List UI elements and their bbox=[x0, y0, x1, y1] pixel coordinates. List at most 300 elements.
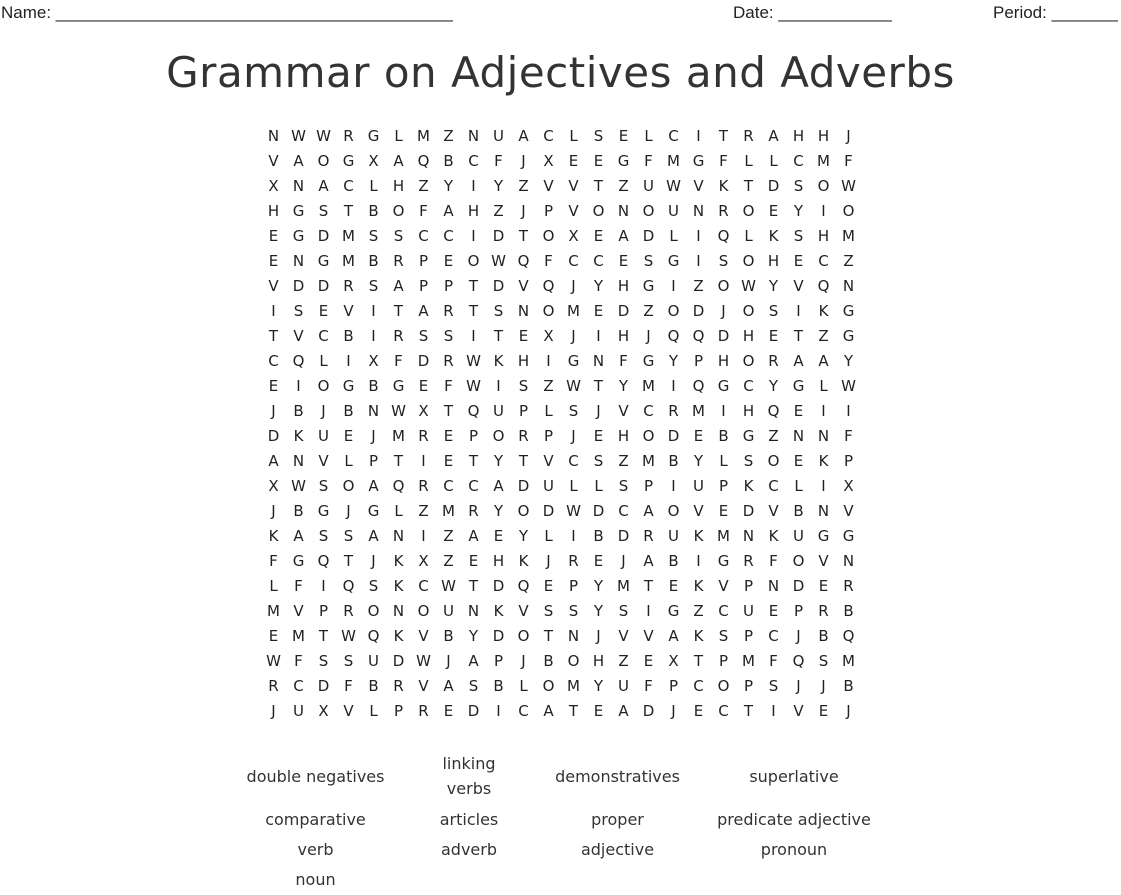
grid-letter: E bbox=[593, 227, 604, 245]
grid-letter: F bbox=[769, 552, 778, 570]
grid-letter: S bbox=[568, 402, 579, 420]
grid-letter: W bbox=[441, 577, 456, 595]
grid-row bbox=[261, 574, 861, 599]
grid-letter: D bbox=[642, 227, 655, 245]
grid-letter: R bbox=[393, 327, 404, 345]
grid-letter: N bbox=[592, 352, 605, 370]
grid-letter: E bbox=[593, 427, 604, 445]
grid-letter: U bbox=[793, 527, 804, 545]
grid-letter: P bbox=[718, 477, 729, 495]
grid-letter: H bbox=[617, 277, 630, 295]
grid-letter: P bbox=[743, 677, 754, 695]
grid-letter: C bbox=[418, 577, 429, 595]
grid-letter: X bbox=[368, 352, 379, 370]
grid-letter: Y bbox=[518, 527, 529, 545]
grid-letter: O bbox=[417, 602, 430, 620]
grid-letter: Z bbox=[643, 302, 654, 320]
grid-letter: I bbox=[471, 227, 476, 245]
grid-letter: U bbox=[618, 677, 629, 695]
grid-letter: I bbox=[696, 227, 701, 245]
grid-letter: G bbox=[742, 427, 755, 445]
grid-letter: M bbox=[417, 127, 430, 145]
grid-letter: J bbox=[646, 327, 651, 345]
grid-letter: E bbox=[643, 652, 654, 670]
grid-row bbox=[261, 599, 861, 624]
grid-row bbox=[261, 399, 861, 424]
grid-letter: J bbox=[571, 427, 576, 445]
grid-letter: A bbox=[368, 477, 379, 495]
grid-letter: V bbox=[343, 702, 354, 720]
grid-letter: A bbox=[793, 352, 804, 370]
grid-letter: G bbox=[842, 302, 855, 320]
grid-letter: H bbox=[742, 327, 755, 345]
grid-letter: P bbox=[793, 602, 804, 620]
grid-letter: V bbox=[518, 277, 529, 295]
grid-letter: V bbox=[718, 577, 729, 595]
grid-letter: Y bbox=[843, 352, 854, 370]
grid-letter: O bbox=[517, 502, 530, 520]
grid-letter: G bbox=[292, 552, 305, 570]
word-bank-item: linking verbs bbox=[442, 754, 496, 798]
grid-letter: O bbox=[817, 177, 830, 195]
grid-letter: G bbox=[642, 277, 655, 295]
grid-letter: H bbox=[792, 127, 805, 145]
grid-letter: K bbox=[718, 177, 729, 195]
grid-letter: L bbox=[644, 127, 653, 145]
grid-letter: K bbox=[393, 577, 404, 595]
grid-letter: C bbox=[593, 252, 604, 270]
grid-letter: B bbox=[718, 427, 729, 445]
grid-letter: T bbox=[393, 302, 404, 320]
grid-letter: H bbox=[617, 327, 630, 345]
grid-letter: I bbox=[821, 402, 826, 420]
grid-letter: J bbox=[521, 652, 526, 670]
grid-letter: W bbox=[341, 627, 356, 645]
grid-letter: M bbox=[567, 677, 580, 695]
grid-letter: I bbox=[421, 527, 426, 545]
grid-letter: R bbox=[343, 127, 354, 145]
grid-letter: L bbox=[369, 177, 378, 195]
grid-letter: X bbox=[543, 327, 554, 345]
grid-letter: C bbox=[718, 602, 729, 620]
grid-letter: P bbox=[318, 602, 329, 620]
grid-letter: I bbox=[546, 352, 551, 370]
grid-letter: P bbox=[368, 452, 379, 470]
grid-letter: Z bbox=[518, 177, 529, 195]
grid-letter: T bbox=[443, 402, 454, 420]
grid-letter: Y bbox=[593, 577, 604, 595]
grid-letter: Q bbox=[517, 252, 530, 270]
grid-letter: L bbox=[544, 402, 553, 420]
grid-letter: J bbox=[846, 702, 851, 720]
grid-letter: R bbox=[718, 202, 729, 220]
grid-letter: B bbox=[843, 602, 854, 620]
grid-letter: Y bbox=[593, 277, 604, 295]
grid-letter: R bbox=[743, 552, 754, 570]
grid-letter: Y bbox=[443, 177, 454, 195]
grid-letter: Y bbox=[493, 452, 504, 470]
grid-letter: D bbox=[467, 702, 480, 720]
grid-letter: A bbox=[443, 677, 454, 695]
grid-letter: C bbox=[568, 252, 579, 270]
grid-letter: Z bbox=[618, 652, 629, 670]
grid-row bbox=[261, 374, 861, 399]
grid-letter: A bbox=[293, 152, 304, 170]
grid-letter: D bbox=[317, 677, 330, 695]
grid-letter: T bbox=[743, 177, 754, 195]
grid-letter: R bbox=[443, 302, 454, 320]
grid-letter: E bbox=[443, 702, 454, 720]
grid-letter: D bbox=[267, 427, 280, 445]
grid-letter: L bbox=[769, 152, 778, 170]
grid-letter: B bbox=[543, 652, 554, 670]
grid-letter: G bbox=[717, 377, 730, 395]
grid-letter: B bbox=[593, 527, 604, 545]
grid-letter: M bbox=[642, 452, 655, 470]
grid-letter: X bbox=[268, 477, 279, 495]
grid-letter: L bbox=[744, 152, 753, 170]
grid-letter: D bbox=[642, 702, 655, 720]
grid-letter: Z bbox=[418, 502, 429, 520]
grid-letter: P bbox=[543, 427, 554, 445]
grid-letter: R bbox=[343, 602, 354, 620]
grid-row bbox=[261, 349, 861, 374]
grid-letter: T bbox=[318, 627, 329, 645]
grid-letter: P bbox=[743, 577, 754, 595]
word-bank-item bbox=[398, 864, 540, 894]
grid-letter: E bbox=[343, 427, 354, 445]
grid-letter: U bbox=[543, 477, 554, 495]
grid-letter: B bbox=[493, 677, 504, 695]
grid-letter: T bbox=[518, 452, 529, 470]
grid-letter: I bbox=[821, 477, 826, 495]
grid-letter: Y bbox=[693, 452, 704, 470]
grid-letter: Y bbox=[668, 352, 679, 370]
grid-letter: X bbox=[543, 152, 554, 170]
grid-letter: D bbox=[542, 502, 555, 520]
grid-letter: A bbox=[468, 527, 479, 545]
grid-letter: E bbox=[818, 577, 829, 595]
grid-letter: C bbox=[818, 252, 829, 270]
word-bank bbox=[233, 748, 893, 894]
grid-letter: W bbox=[841, 377, 856, 395]
grid-letter: S bbox=[368, 277, 379, 295]
grid-letter: F bbox=[419, 202, 428, 220]
grid-letter: S bbox=[393, 227, 404, 245]
grid-letter: J bbox=[371, 552, 376, 570]
grid-letter: E bbox=[793, 402, 804, 420]
grid-letter: R bbox=[443, 352, 454, 370]
grid-letter: J bbox=[621, 552, 626, 570]
grid-letter: D bbox=[492, 577, 505, 595]
grid-letter: I bbox=[371, 302, 376, 320]
grid-letter: L bbox=[819, 377, 828, 395]
grid-letter: G bbox=[392, 377, 405, 395]
grid-letter: X bbox=[843, 477, 854, 495]
grid-letter: N bbox=[692, 202, 705, 220]
grid-letter: W bbox=[466, 377, 481, 395]
grid-letter: A bbox=[393, 277, 404, 295]
grid-letter: Q bbox=[342, 577, 355, 595]
grid-letter: V bbox=[418, 627, 429, 645]
grid-letter: E bbox=[318, 302, 329, 320]
grid-row bbox=[261, 499, 861, 524]
grid-letter: B bbox=[293, 502, 304, 520]
grid-row bbox=[261, 149, 861, 174]
grid-letter: U bbox=[693, 477, 704, 495]
grid-letter: N bbox=[392, 527, 405, 545]
grid-letter: C bbox=[743, 377, 754, 395]
grid-letter: Q bbox=[792, 652, 805, 670]
grid-letter: C bbox=[418, 227, 429, 245]
grid-letter: I bbox=[471, 327, 476, 345]
grid-letter: J bbox=[521, 152, 526, 170]
grid-letter: V bbox=[518, 602, 529, 620]
grid-letter: C bbox=[568, 452, 579, 470]
grid-letter: J bbox=[371, 427, 376, 445]
grid-letter: U bbox=[493, 402, 504, 420]
grid-letter: Z bbox=[693, 602, 704, 620]
grid-letter: U bbox=[318, 427, 329, 445]
grid-letter: P bbox=[518, 402, 529, 420]
date-field: Date: ____________ bbox=[733, 3, 892, 22]
grid-letter: O bbox=[367, 602, 380, 620]
grid-letter: L bbox=[594, 477, 603, 495]
grid-letter: V bbox=[343, 302, 354, 320]
grid-letter: F bbox=[844, 152, 853, 170]
grid-row bbox=[261, 649, 861, 674]
grid-letter: N bbox=[617, 202, 630, 220]
grid-letter: W bbox=[741, 277, 756, 295]
grid-letter: M bbox=[617, 577, 630, 595]
grid-letter: S bbox=[718, 627, 729, 645]
grid-letter: O bbox=[467, 252, 480, 270]
grid-letter: W bbox=[666, 177, 681, 195]
grid-letter: J bbox=[821, 677, 826, 695]
grid-letter: I bbox=[321, 577, 326, 595]
grid-letter: Q bbox=[692, 327, 705, 345]
grid-letter: D bbox=[792, 577, 805, 595]
grid-letter: B bbox=[668, 552, 679, 570]
grid-letter: Z bbox=[818, 327, 829, 345]
grid-letter: A bbox=[618, 702, 629, 720]
grid-letter: N bbox=[292, 452, 305, 470]
grid-letter: Q bbox=[667, 327, 680, 345]
grid-letter: D bbox=[392, 652, 405, 670]
grid-letter: S bbox=[343, 527, 354, 545]
grid-letter: A bbox=[418, 302, 429, 320]
grid-letter: Q bbox=[767, 402, 780, 420]
grid-letter: G bbox=[292, 202, 305, 220]
grid-letter: A bbox=[268, 452, 279, 470]
word-bank-item: articles bbox=[439, 809, 499, 829]
grid-letter: X bbox=[268, 177, 279, 195]
grid-letter: P bbox=[668, 677, 679, 695]
grid-letter: T bbox=[393, 452, 404, 470]
grid-letter: C bbox=[443, 227, 454, 245]
word-bank-item: proper bbox=[591, 809, 644, 829]
grid-letter: O bbox=[567, 652, 580, 670]
grid-letter: U bbox=[443, 602, 454, 620]
grid-letter: U bbox=[493, 127, 504, 145]
grid-letter: S bbox=[293, 302, 304, 320]
grid-letter: Q bbox=[417, 152, 430, 170]
grid-letter: H bbox=[392, 177, 405, 195]
grid-letter: M bbox=[292, 627, 305, 645]
grid-letter: B bbox=[343, 402, 354, 420]
grid-letter: K bbox=[268, 527, 279, 545]
grid-letter: O bbox=[767, 452, 780, 470]
grid-letter: P bbox=[743, 627, 754, 645]
grid-letter: V bbox=[543, 452, 554, 470]
page-title: Grammar on Adjectives and Adverbs bbox=[166, 48, 955, 97]
grid-row bbox=[261, 474, 861, 499]
word-bank-item: double negatives bbox=[246, 766, 385, 786]
grid-letter: M bbox=[342, 227, 355, 245]
grid-letter: O bbox=[742, 352, 755, 370]
grid-row bbox=[261, 674, 861, 699]
grid-letter: D bbox=[767, 177, 780, 195]
grid-letter: X bbox=[418, 552, 429, 570]
grid-letter: Z bbox=[543, 377, 554, 395]
grid-letter: V bbox=[268, 152, 279, 170]
grid-letter: Z bbox=[693, 277, 704, 295]
grid-letter: D bbox=[617, 302, 630, 320]
grid-letter: G bbox=[342, 377, 355, 395]
grid-letter: D bbox=[492, 627, 505, 645]
grid-letter: G bbox=[842, 327, 855, 345]
grid-letter: O bbox=[742, 252, 755, 270]
grid-letter: G bbox=[317, 252, 330, 270]
grid-letter: I bbox=[571, 527, 576, 545]
grid-row bbox=[261, 249, 861, 274]
grid-letter: N bbox=[742, 527, 755, 545]
grid-letter: I bbox=[671, 277, 676, 295]
grid-letter: T bbox=[518, 227, 529, 245]
grid-letter: O bbox=[317, 152, 330, 170]
grid-letter: K bbox=[518, 552, 529, 570]
grid-letter: K bbox=[693, 527, 704, 545]
grid-letter: A bbox=[618, 227, 629, 245]
grid-letter: U bbox=[643, 177, 654, 195]
grid-letter: W bbox=[316, 127, 331, 145]
word-bank-row bbox=[233, 864, 893, 894]
grid-letter: F bbox=[344, 677, 353, 695]
grid-letter: O bbox=[392, 202, 405, 220]
word-bank-item: adjective bbox=[580, 839, 655, 859]
grid-letter: J bbox=[271, 502, 276, 520]
grid-letter: V bbox=[568, 177, 579, 195]
word-bank-row bbox=[233, 834, 893, 864]
grid-letter: E bbox=[268, 377, 279, 395]
grid-letter: Q bbox=[692, 377, 705, 395]
grid-letter: E bbox=[768, 327, 779, 345]
grid-letter: E bbox=[493, 527, 504, 545]
grid-letter: L bbox=[344, 452, 353, 470]
grid-letter: S bbox=[543, 602, 554, 620]
grid-letter: F bbox=[544, 252, 553, 270]
grid-letter: S bbox=[568, 602, 579, 620]
name-field: Name: __________________________________________ bbox=[1, 3, 453, 22]
grid-letter: W bbox=[841, 177, 856, 195]
grid-letter: N bbox=[767, 577, 780, 595]
grid-letter: J bbox=[521, 202, 526, 220]
grid-letter: S bbox=[368, 577, 379, 595]
grid-letter: O bbox=[717, 677, 730, 695]
grid-letter: G bbox=[692, 152, 705, 170]
grid-letter: F bbox=[269, 552, 278, 570]
grid-letter: H bbox=[467, 202, 480, 220]
grid-letter: C bbox=[268, 352, 279, 370]
grid-letter: F bbox=[394, 352, 403, 370]
grid-letter: G bbox=[617, 152, 630, 170]
grid-letter: J bbox=[721, 302, 726, 320]
grid-letter: A bbox=[543, 702, 554, 720]
grid-letter: F bbox=[844, 427, 853, 445]
grid-letter: Z bbox=[843, 252, 854, 270]
grid-letter: T bbox=[793, 327, 804, 345]
grid-letter: C bbox=[443, 477, 454, 495]
grid-letter: E bbox=[693, 427, 704, 445]
word-bank-row bbox=[233, 804, 893, 834]
grid-letter: O bbox=[317, 377, 330, 395]
grid-letter: Q bbox=[467, 402, 480, 420]
grid-letter: I bbox=[471, 177, 476, 195]
grid-letter: S bbox=[318, 202, 329, 220]
grid-letter: H bbox=[767, 252, 780, 270]
grid-letter: E bbox=[693, 702, 704, 720]
grid-letter: J bbox=[571, 277, 576, 295]
grid-letter: E bbox=[268, 627, 279, 645]
grid-letter: M bbox=[567, 302, 580, 320]
grid-letter: D bbox=[492, 227, 505, 245]
grid-letter: G bbox=[342, 152, 355, 170]
grid-letter: X bbox=[418, 402, 429, 420]
grid-letter: S bbox=[818, 652, 829, 670]
grid-letter: I bbox=[696, 127, 701, 145]
grid-letter: O bbox=[342, 477, 355, 495]
grid-letter: A bbox=[368, 527, 379, 545]
grid-letter: L bbox=[319, 352, 328, 370]
grid-letter: K bbox=[743, 477, 754, 495]
grid-letter: L bbox=[394, 127, 403, 145]
word-bank-item: demonstratives bbox=[555, 766, 680, 786]
grid-letter: R bbox=[418, 702, 429, 720]
grid-letter: V bbox=[693, 502, 704, 520]
grid-letter: E bbox=[593, 702, 604, 720]
grid-letter: J bbox=[321, 402, 326, 420]
grid-letter: V bbox=[768, 502, 779, 520]
grid-letter: H bbox=[517, 352, 530, 370]
grid-letter: J bbox=[571, 327, 576, 345]
grid-letter: E bbox=[518, 327, 529, 345]
grid-letter: X bbox=[368, 152, 379, 170]
grid-letter: P bbox=[843, 452, 854, 470]
grid-letter: Z bbox=[618, 177, 629, 195]
grid-letter: K bbox=[493, 602, 504, 620]
grid-letter: Y bbox=[593, 677, 604, 695]
grid-letter: V bbox=[293, 602, 304, 620]
grid-letter: N bbox=[842, 552, 855, 570]
grid-letter: R bbox=[768, 352, 779, 370]
grid-letter: R bbox=[518, 427, 529, 445]
grid-letter: O bbox=[542, 302, 555, 320]
grid-letter: J bbox=[271, 702, 276, 720]
grid-letter: K bbox=[493, 352, 504, 370]
grid-letter: V bbox=[318, 452, 329, 470]
word-search-grid bbox=[261, 124, 861, 724]
grid-letter: Z bbox=[443, 527, 454, 545]
